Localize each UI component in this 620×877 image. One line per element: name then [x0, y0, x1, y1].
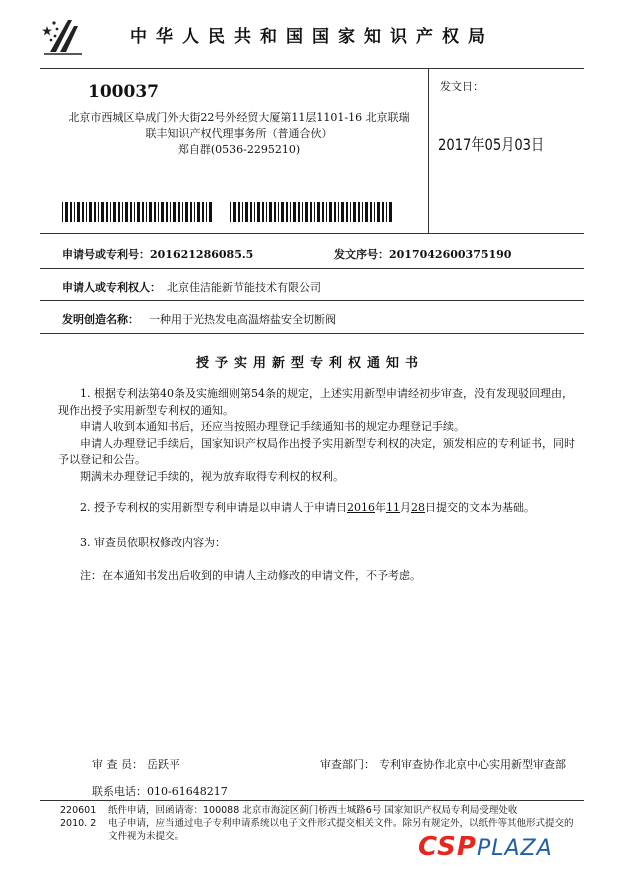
applicant-field	[62, 279, 321, 295]
barcode-bar	[178, 202, 180, 222]
barcode-bar	[377, 202, 380, 222]
barcode-bar	[334, 202, 336, 222]
barcode-bar	[317, 202, 320, 222]
barcode-bar	[146, 202, 147, 222]
barcode-bar	[209, 202, 212, 222]
barcode-bar	[185, 202, 188, 222]
barcode-bar	[190, 202, 192, 222]
barcode-bar	[182, 202, 183, 222]
barcode-bar	[154, 202, 156, 222]
barcode-bar	[290, 202, 291, 222]
footer-line: 电子申请，应当通过电子专利申请系统以电子文件形式提交相关文件。除另有规定外，以纸件等其他形式提交的	[108, 818, 574, 829]
filing-year-unit: 年	[375, 501, 386, 514]
barcode-bar	[134, 202, 135, 222]
barcode-bar	[278, 202, 279, 222]
notice-note: 注：在本通知书发出后收到的申请人主动修改的申请文件，不予考虑。	[80, 569, 421, 582]
barcode-bar	[238, 202, 240, 222]
examiner-label: 审 查 员：	[92, 758, 143, 771]
notice-section-1	[58, 386, 578, 485]
phone-number: 010-61648217	[147, 785, 228, 798]
barcode-bar	[233, 202, 236, 222]
examiner-field	[92, 756, 180, 772]
applicant-name: 北京佳洁能新节能技术有限公司	[167, 281, 321, 294]
filing-month: 11	[386, 501, 400, 514]
notice-paragraph-2	[58, 500, 578, 517]
phone-field	[92, 783, 228, 799]
barcode-bar	[338, 202, 339, 222]
notice-paragraph: 1. 根据专利法第40条及实施细则第54条的规定，上述实用新型申请经初步审查，没有发现驳回理由，现作出授予实用新型专利权的通知。	[58, 387, 573, 417]
barcode-bar	[137, 202, 140, 222]
barcode-bar	[89, 202, 92, 222]
fields-rule	[40, 268, 584, 269]
invention-field	[62, 311, 336, 327]
barcode-bar	[194, 202, 195, 222]
barcode-bar	[106, 202, 108, 222]
barcode-bar	[262, 202, 264, 222]
barcode-bar	[197, 202, 200, 222]
serial-number-label: 发文序号：	[334, 248, 389, 261]
barcode-bar	[350, 202, 351, 222]
barcode-bar	[202, 202, 204, 222]
form-code-block	[60, 804, 96, 830]
barcode-bar	[230, 202, 231, 222]
fields-rule	[40, 233, 584, 234]
applicant-label: 申请人或专利权人：	[62, 281, 161, 294]
barcode-bar	[113, 202, 116, 222]
barcode-bar	[254, 202, 255, 222]
barcode-bar	[158, 202, 159, 222]
paragraph-2-suffix: 日提交的文本为基础。	[425, 501, 535, 514]
barcode-bar	[257, 202, 260, 222]
barcode-bar	[142, 202, 144, 222]
notice-title: 授予实用新型专利权通知书	[195, 356, 424, 371]
barcode-bar	[74, 202, 75, 222]
application-number: 201621286085.5	[150, 248, 254, 261]
fields-rule	[40, 333, 584, 334]
barcode-bar	[98, 202, 99, 222]
barcode-bar	[298, 202, 300, 222]
paragraph-2-prefix: 2. 授予专利权的实用新型专利申请是以申请人于申请日	[80, 501, 347, 514]
barcode-bar	[206, 202, 207, 222]
office-title: 中华人民共和国国家知识产权局	[130, 27, 494, 47]
department-field	[320, 756, 566, 772]
barcode-bar	[118, 202, 120, 222]
form-code: 220601	[60, 805, 97, 816]
header-divider	[428, 68, 429, 233]
dispatch-date-label: 发文日：	[440, 80, 484, 93]
fields-rule	[40, 300, 584, 301]
barcode-bar	[365, 202, 368, 222]
header-rule	[40, 68, 584, 69]
barcode-bar	[302, 202, 303, 222]
footer-line: 文件视为未提交。	[108, 831, 185, 842]
application-number-field	[62, 246, 253, 262]
department-label: 审查部门：	[320, 758, 375, 771]
watermark-plaza: PLAZA	[476, 836, 553, 861]
footer-rule	[40, 800, 584, 801]
barcode	[230, 202, 395, 222]
barcode-bar	[65, 202, 68, 222]
barcode-bar	[305, 202, 308, 222]
barcode-bar	[341, 202, 344, 222]
notice-paragraph: 申请人办理登记手续后，国家知识产权局作出授予实用新型专利权的决定，颁发相应的专利证书，同时予以登记和公告。	[58, 436, 575, 466]
barcode-bar	[346, 202, 348, 222]
dispatch-date: 2017年05月03日	[438, 135, 545, 154]
barcode-bar	[293, 202, 296, 222]
barcode-bar	[382, 202, 384, 222]
barcode-bar	[77, 202, 80, 222]
barcode-bar	[94, 202, 96, 222]
barcode-bar	[286, 202, 288, 222]
barcode	[62, 202, 212, 222]
barcode-bar	[70, 202, 72, 222]
barcode-bar	[310, 202, 312, 222]
barcode-bar	[326, 202, 327, 222]
barcode-bar	[329, 202, 332, 222]
barcode-bar	[110, 202, 111, 222]
barcode-bar	[166, 202, 168, 222]
notice-paragraph-3: 3. 审查员依职权修改内容为：	[80, 536, 226, 549]
watermark-csp: CSP	[418, 832, 477, 862]
barcode-bar	[86, 202, 87, 222]
barcode-bar	[370, 202, 372, 222]
notice-paragraph: 期满未办理登记手续的，视为放弃取得专利权的权利。	[80, 469, 344, 483]
serial-number-field	[334, 246, 511, 262]
barcode-bar	[62, 202, 63, 222]
filing-day: 28	[411, 501, 425, 514]
barcode-bar	[314, 202, 315, 222]
serial-number: 2017042600375190	[389, 248, 512, 261]
filing-year: 2016	[347, 501, 375, 514]
invention-name: 一种用于光热发电高温熔盐安全切断阀	[149, 313, 336, 326]
department-name: 专利审查协作北京中心实用新型审查部	[379, 758, 566, 771]
form-date: 2010. 2	[60, 818, 97, 829]
filing-month-unit: 月	[400, 501, 411, 514]
barcode-bar	[130, 202, 132, 222]
examiner-name: 岳跃平	[147, 758, 180, 771]
cnipa-emblem-icon	[42, 16, 88, 56]
barcode-bar	[245, 202, 248, 222]
barcode-bar	[362, 202, 363, 222]
barcode-bar	[386, 202, 387, 222]
barcode-bar	[266, 202, 267, 222]
footer-line: 纸件申请，回函请寄：100088 北京市海淀区蓟门桥西土城路6号 国家知识产权局专利局受理处收	[108, 805, 518, 816]
recipient-address: 北京市西城区阜成门外大街22号外经贸大厦第11层1101-16 北京联瑞联丰知识产权代理事务所（普通合伙）	[68, 111, 410, 140]
application-number-label: 申请号或专利号：	[62, 248, 150, 261]
barcode-bar	[161, 202, 164, 222]
barcode-bar	[274, 202, 276, 222]
barcode-bar	[173, 202, 176, 222]
phone-label: 联系电话：	[92, 785, 147, 798]
csp-plaza-watermark	[418, 832, 553, 862]
barcode-bar	[242, 202, 243, 222]
barcode-bar	[353, 202, 356, 222]
barcode-bar	[389, 202, 392, 222]
barcode-bar	[374, 202, 375, 222]
barcode-bar	[122, 202, 123, 222]
recipient-contact: 郑自群(0536-2295210)	[177, 143, 301, 156]
notice-paragraph: 申请人收到本通知书后，还应当按照办理登记手续通知书的规定办理登记手续。	[80, 420, 465, 433]
recipient-address-block	[64, 110, 414, 158]
barcode-bar	[82, 202, 84, 222]
barcode-bar	[358, 202, 360, 222]
barcode-bar	[281, 202, 284, 222]
barcode-bar	[101, 202, 104, 222]
invention-label: 发明创造名称：	[62, 313, 139, 326]
barcode-bar	[149, 202, 152, 222]
barcode-bar	[322, 202, 324, 222]
postcode: 100037	[88, 82, 159, 102]
barcode-bar	[269, 202, 272, 222]
barcode-bar	[250, 202, 252, 222]
barcode-bar	[125, 202, 128, 222]
barcode-bar	[170, 202, 171, 222]
